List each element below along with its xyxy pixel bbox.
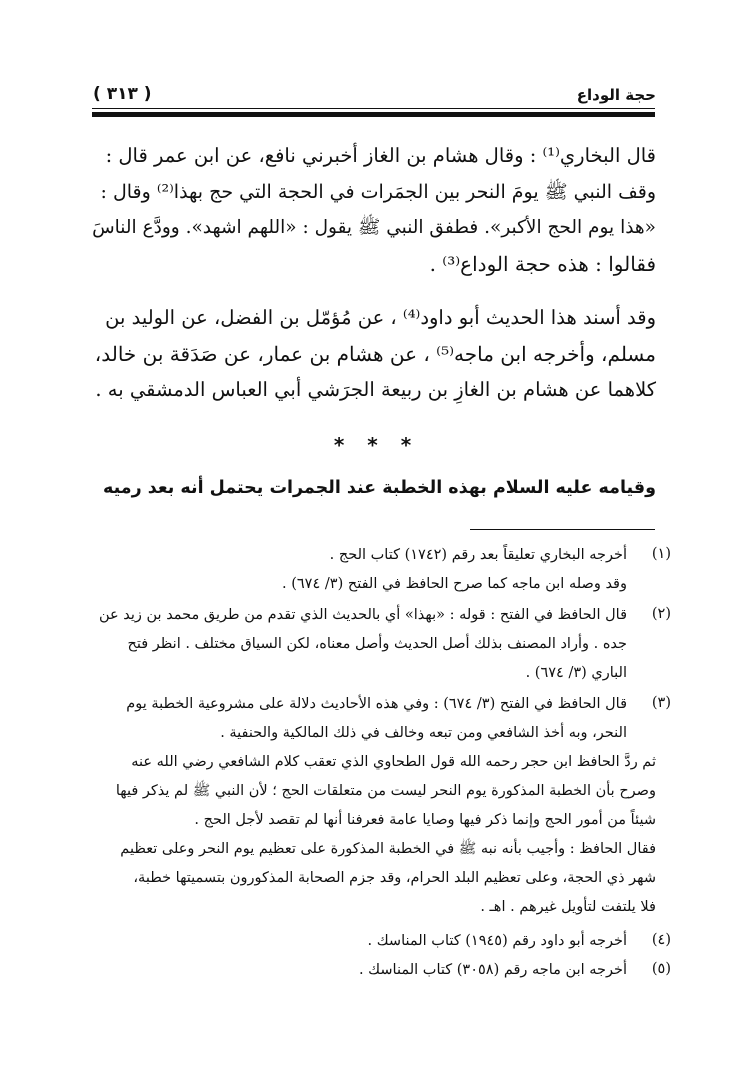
footnote-number: (٤) xyxy=(651,932,671,948)
footnote-number: (١) xyxy=(651,546,671,562)
footnote-number: (٥) xyxy=(651,961,671,977)
footnote-1-line-1: أخرجه البخاري تعليقاً بعد رقم (١٧٤٢) كتاب الحج . xyxy=(329,547,627,563)
footnote-4-line-1: أخرجه أبو داود رقم (١٩٤٥) كتاب المناسك . xyxy=(367,933,627,949)
paragraph2-line-3: كلاهما عن هشام بن الغازِ بن ربيعة الجرَشي أبي العباس الدمشقي به . xyxy=(95,378,656,401)
footnote-2-line-3: الباري (٣/ ٦٧٤) . xyxy=(525,665,627,681)
footnote-3-line-6: فقال الحافظ : وأجيب بأنه نبه ﷺ في الخطبة المذكورة على تعظيم يوم النحر وعلى تعظيم xyxy=(120,841,656,857)
section-heading: وقيامه عليه السلام بهذه الخطبة عند الجمرات يحتمل أنه بعد رميه xyxy=(103,478,656,498)
page-number: ( ٣١٣ ) xyxy=(93,84,152,104)
footnote-2-line-1: قال الحافظ في الفتح : قوله : «بهذا» أي بالحديث الذي تقدم من طريق محمد بن زيد عن xyxy=(98,607,627,623)
paragraph2-line-2: مسلم، وأخرجه ابن ماجه⁽⁵⁾ ، عن هشام بن عمار، عن صَدَقة بن خالد، xyxy=(94,342,656,366)
header-rule-thin xyxy=(92,108,655,109)
paragraph1-line-2: وقف النبي ﷺ يومَ النحر بين الجمَرات في الحجة التي حج بهذا⁽²⁾ وقال : xyxy=(100,181,656,203)
footnote-3-line-5: شيئاً من أمور الحج وإنما ذكر فيها وصايا عامة فعرفنا أنها لم تقصد لأجل الحج . xyxy=(194,812,656,828)
footnote-number: (٢) xyxy=(651,606,671,622)
running-header-title: حجة الوداع xyxy=(576,86,656,104)
footnote-number: (٣) xyxy=(651,695,671,711)
paragraph2-line-1: وقد أسند هذا الحديث أبو داود⁽⁴⁾ ، عن مُؤمّل بن الفضل، عن الوليد بن xyxy=(105,306,656,329)
footnote-3-line-2: النحر، وبه أخذ الشافعي ومن تبعه وخالف في ذلك المالكية والحنفية . xyxy=(220,725,627,741)
paragraph1-line-1: قال البخاري⁽¹⁾ : وقال هشام بن الغاز أخبرني نافع، عن ابن عمر قال : xyxy=(105,144,656,167)
footnote-5-line-1: أخرجه ابن ماجه رقم (٣٠٥٨) كتاب المناسك . xyxy=(358,962,627,978)
paragraph1-line-3: «هذا يوم الحج الأكبر». فطفق النبي ﷺ يقول : «اللهم اشهد». وودَّع الناسَ xyxy=(92,217,656,238)
footnote-3-line-7: شهر ذي الحجة، وعلى تعظيم البلد الحرام، وقد جزم الصحابة المذكورون بتسميتها خطبة، xyxy=(133,870,656,886)
footnote-3-line-8: فلا يلتفت لتأويل غيرهم . اهـ . xyxy=(480,899,656,915)
section-separator: * * * xyxy=(333,433,420,457)
header-rule-thick xyxy=(92,112,655,117)
footnote-3-line-3: ثم ردَّ الحافظ ابن حجر رحمه الله قول الطحاوي الذي تعقب كلام الشافعي رضي الله عنه xyxy=(131,754,656,770)
footnote-1-line-2: وقد وصله ابن ماجه كما صرح الحافظ في الفتح (٣/ ٦٧٤) . xyxy=(282,576,627,592)
footnote-rule xyxy=(470,529,655,530)
paragraph1-line-4: فقالوا : هذه حجة الوداع⁽³⁾ . xyxy=(429,252,656,276)
footnote-3-line-4: وصرح بأن الخطبة المذكورة يوم النحر ليست من متعلقات الحج ؛ لأن النبي ﷺ لم يذكر فيها xyxy=(115,783,656,799)
footnote-3-line-1: قال الحافظ في الفتح (٣/ ٦٧٤) : وفي هذه الأحاديث دلالة على مشروعية الخطبة يوم xyxy=(126,696,627,712)
footnote-2-line-2: جده . وأراد المصنف بذلك أصل الحديث وأصل معناه، لكن السياق مختلف . انظر فتح xyxy=(127,636,627,652)
